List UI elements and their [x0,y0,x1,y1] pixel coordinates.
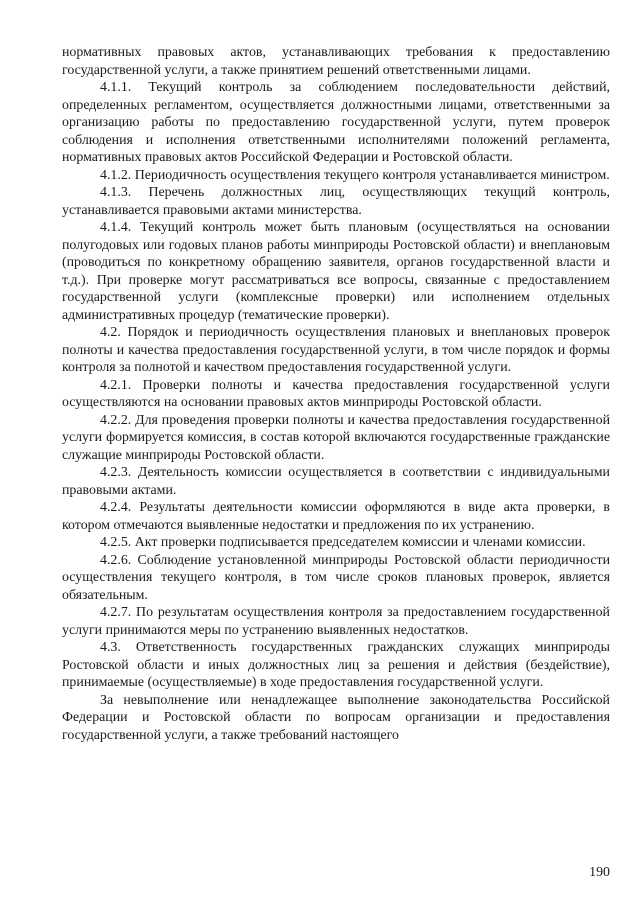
page-number: 190 [589,865,610,880]
paragraph-4-1-3: 4.1.3. Перечень должностных лиц, осуществляющих текущий контроль, устанавливается правовыми актами министерства. [62,185,610,218]
paragraph-4-1-4: 4.1.4. Текущий контроль может быть плановым (осуществляться на основании полугодовых или годовых планов работы минприроды Ростовской области) и внеплановым (проводиться по конкретному обращению заявителя, органов государственной власти и т.д.). При проверке могут рассматриваться все вопросы, связанные с предоставлением государственной услуги (комплексные проверки) или исполнением отдельных административных процедур (тематические проверки). [62,220,610,323]
paragraph-4-2-3: 4.2.3. Деятельность комиссии осуществляется в соответствии с индивидуальными правовыми актами. [62,465,610,498]
document-body [62,44,610,744]
paragraph-4-2-7: 4.2.7. По результатам осуществления контроля за предоставлением государственной услуги принимаются меры по устранению выявленных недостатков. [62,605,610,638]
paragraph-4-2-2: 4.2.2. Для проведения проверки полноты и качества предоставления государственной услуги формируется комиссия, в состав которой включаются государственные гражданские служащие минприроды Ростовской области. [62,412,610,463]
paragraph-liability: За невыполнение или ненадлежащее выполнение законодательства Российской Федерации и Ростовской области по вопросам организации и предоставления государственной услуги, а также требований настоящего [62,692,610,743]
paragraph-4-2-4: 4.2.4. Результаты деятельности комиссии оформляются в виде акта проверки, в котором отмечаются выявленные недостатки и предложения по их устранению. [62,500,610,533]
paragraph-4-3: 4.3. Ответственность государственных гражданских служащих минприроды Ростовской области и иных должностных лиц за решения и действия (бездействие), принимаемые (осуществляемые) в ходе предоставления государственной услуги. [62,640,610,690]
paragraph-4-2-5: 4.2.5. Акт проверки подписывается председателем комиссии и членами комиссии. [100,535,586,550]
paragraph-4-1-2: 4.1.2. Периодичность осуществления текущего контроля устанавливается министром. [100,167,610,183]
paragraph-4-2-1: 4.2.1. Проверки полноты и качества предоставления государственной услуги осуществляются на основании правовых актов минприроды Ростовской области. [62,377,610,410]
paragraph-continuation: нормативных правовых актов, устанавливающих требования к предоставлению государственной услуги, а также принятием решений ответственными лицами. [62,45,610,78]
paragraph-4-2: 4.2. Порядок и периодичность осуществления плановых и внеплановых проверок полноты и качества предоставления государственной услуги, в том числе порядок и формы контроля за полнотой и качеством предоставления государственной услуги. [62,325,610,375]
paragraph-4-2-6: 4.2.6. Соблюдение установленной минприроды Ростовской области периодичности осуществления текущего контроля, в том числе сроков плановых проверок, является обязательным. [62,552,610,603]
paragraph-4-1-1: 4.1.1. Текущий контроль за соблюдением последовательности действий, определенных регламентом, осуществляется должностными лицами, ответственными за организацию работы по предоставлению государственной услуги, путем проверок соблюдения и исполнения ответственными исполнителями положений регламента, нормативных правовых актов Российской Федерации и Ростовской области. [62,80,610,165]
